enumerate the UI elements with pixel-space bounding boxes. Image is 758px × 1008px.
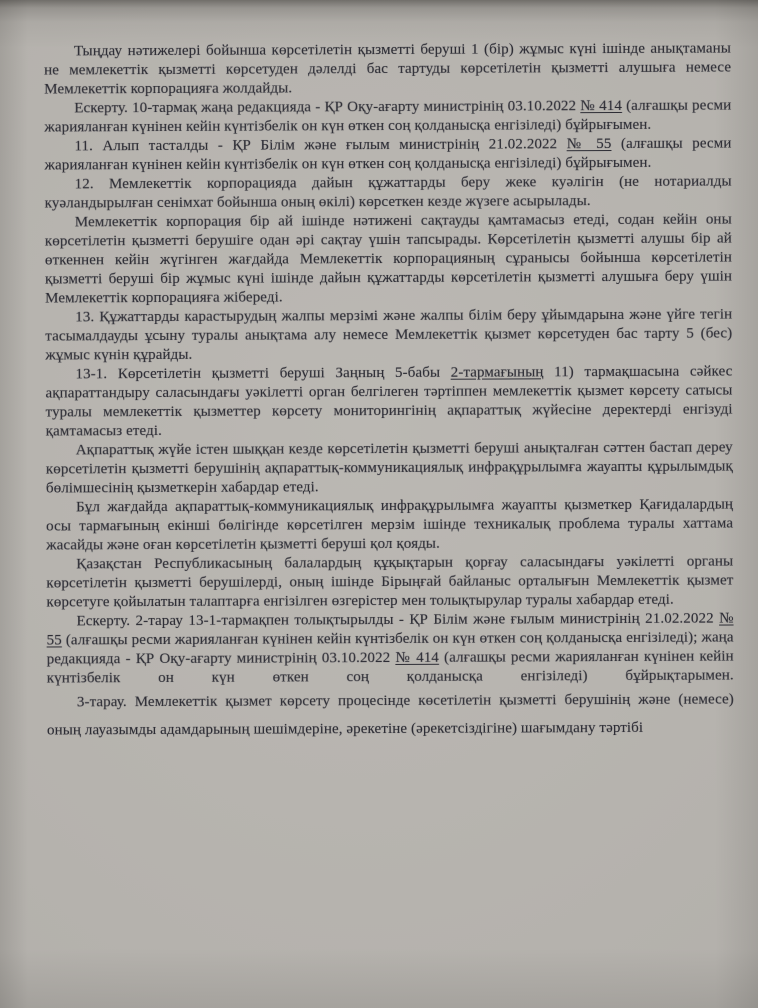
para-item-13-1-segment-2: 11) тармақшасына сәйкес ақпараттандыру саласындағы уәкілетті орган белгілеген тәртіппен мемлекеттік қызмет көрсету сатысы туралы мемлекеттік қызметтер көрсету мониторингінің ақпараттық жүйесіне деректерді енгізуді қамтамасыз етеді. — [45, 363, 733, 440]
para-authority-notification-segment-0: Қазақстан Республикасының балалардың құқықтарын қорғау саласындағы уәкілетті органы көрсетілетін қызметті берушілерді, оның ішінде Бірыңғай байланыс орталығын Мемлекеттік қызмет көрсетуге қойылатын талаптарға енгізілген өзгерістер мен толықтырулар туралы хабардар етеді. — [46, 553, 734, 611]
para-item-12 — [45, 172, 732, 213]
note-item-10-segment-1: № 414 — [580, 97, 623, 115]
note-chapter2-amendment-segment-3: № 414 — [395, 649, 440, 666]
page-text — [44, 40, 734, 745]
note-item-11-segment-1: № 55 — [566, 136, 612, 153]
note-item-11 — [44, 135, 731, 176]
para-item-13-1-segment-1: 2-тармағының — [450, 364, 544, 381]
para-technical-problem-segment-0: Бұл жағдайда ақпараттық-коммуникациялық инфрақұрылымға жауапты қызметкер Қағидалардың осы тармағының екінші бөлігінде көрсетілген мерзім ішінде техникалық проблема туралы хаттама жасайды және оған көрсетілетін қызметті беруші қол қояды. — [46, 496, 734, 554]
note-item-11-segment-0: 11. Алып тасталды - ҚР Білім және ғылым министрінің 21.02.2022 — [74, 136, 567, 155]
para-info-system-failure-segment-0: Ақпараттық жүйе істен шыққан кезде көрсетілетін қызметті беруші анықталған сәттен бастап дереу көрсетілетін қызметті берушінің ақпараттық-коммуникациялық инфрақұрылымға жауапты құрылымдық бөлімшесінің қызметкерін хабардар етеді. — [45, 439, 733, 497]
note-item-10-segment-0: Ескерту. 10-тармақ жаңа редакцияда - ҚР Оқу-ағарту министрінің 03.10.2022 — [74, 98, 581, 117]
para-item-13-1 — [45, 362, 732, 441]
para-hearing-results — [44, 40, 731, 100]
para-item-13-1-segment-0: 13-1. Көрсетілетін қызметті беруші Заңның 5-бабы — [75, 364, 451, 383]
note-item-10-segment-2: (алғашқы ресми жарияланған күнінен кейін күнтізбелік он күн өткен соң қолданысқа енгізіледі) бұйрығымен. — [44, 97, 732, 136]
heading-chapter-3-segment-0: 3-тарау. Мемлекеттік қызмет көрсету процесінде көсетілетін қызметті берушінің және (немесе) оның лауазымды адамдарының шешімдеріне, әрекетіне (әрекетсіздігіне) шағымдану тәртібі — [46, 691, 734, 739]
para-item-13 — [45, 305, 732, 365]
para-hearing-results-segment-0: Тыңдау нәтижелері бойынша көрсетілетін қызметті беруші 1 (бір) жұмыс күні ішінде анықтаманы не мемлекеттік қызметті көрсетуден дәлелді бас тартуды көрсетілетін қызметті алушыға немесе Мемлекеттік корпорацияға жолдайды. — [44, 40, 732, 98]
note-chapter2-amendment-segment-0: Ескерту. 2-тарау 13-1-тармақпен толықтырылды - ҚР Білім және ғылым министрінің 21.02.2022 — [76, 610, 720, 630]
para-info-system-failure — [46, 438, 733, 498]
heading-chapter-3 — [47, 685, 734, 744]
note-item-11-segment-2: (алғашқы ресми жарияланған күнінен кейін күнтізбелік он күн өткен соң қолданысқа енгізіледі) бұйрығымен. — [44, 135, 732, 174]
note-item-10 — [44, 97, 731, 138]
para-technical-problem — [46, 495, 733, 555]
note-chapter2-amendment-segment-1: № 55 — [46, 610, 734, 649]
para-authority-notification — [46, 552, 733, 612]
para-corporation-storage-segment-0: Мемлекеттік корпорация бір ай ішінде нәтижені сақтауды қамтамасыз етеді, содан кейін оны көрсетілетін қызметті берушіге одан әрі сақтау үшін тапсырады. Көрсетілетін қызметті алушы бір ай өткеннен кейін жүгінген жағдайда Мемлекеттік корпорацияның сұранысы бойынша көрсетілетін қызметті беруші бір жұмыс күні ішінде дайын құжаттарды көрсетілетін қызметті алушыға беру үшін Мемлекеттік корпорацияға жібереді. — [44, 211, 733, 307]
note-chapter2-amendment-segment-4: (алғашқы ресми жарияланған күнінен кейін күнтізбелік он күн өткен соң қолданысқа енгізіледі) бұйрықтарымен. — [46, 648, 734, 687]
note-chapter2-amendment — [46, 609, 733, 688]
para-item-12-segment-0: 12. Мемлекеттік корпорацияда дайын құжаттарды беру жеке куәлігін (не нотариалды куәландырылған сенімхат бойынша оның өкілі) көрсеткен кезде жүзеге асырылады. — [44, 173, 732, 212]
note-chapter2-amendment-segment-2: (алғашқы ресми жарияланған күнінен кейін күнтізбелік он күн өткен соң қолданысқа енгізіледі); жаңа редакцияда - ҚР Оқу-ағарту министрінің 03.10.2022 — [46, 629, 734, 668]
para-item-13-segment-0: 13. Құжаттарды карастырудың жалпы мерзімі және жалпы білім беру ұйымдарына және үйге тегін тасымалдауды ұсыну туралы анықтама алу немесе Мемлекеттік қызмет көрсетуден бас тарту 5 (бес) жұмыс күнін құрайды. — [45, 306, 733, 364]
para-corporation-storage — [45, 210, 732, 308]
